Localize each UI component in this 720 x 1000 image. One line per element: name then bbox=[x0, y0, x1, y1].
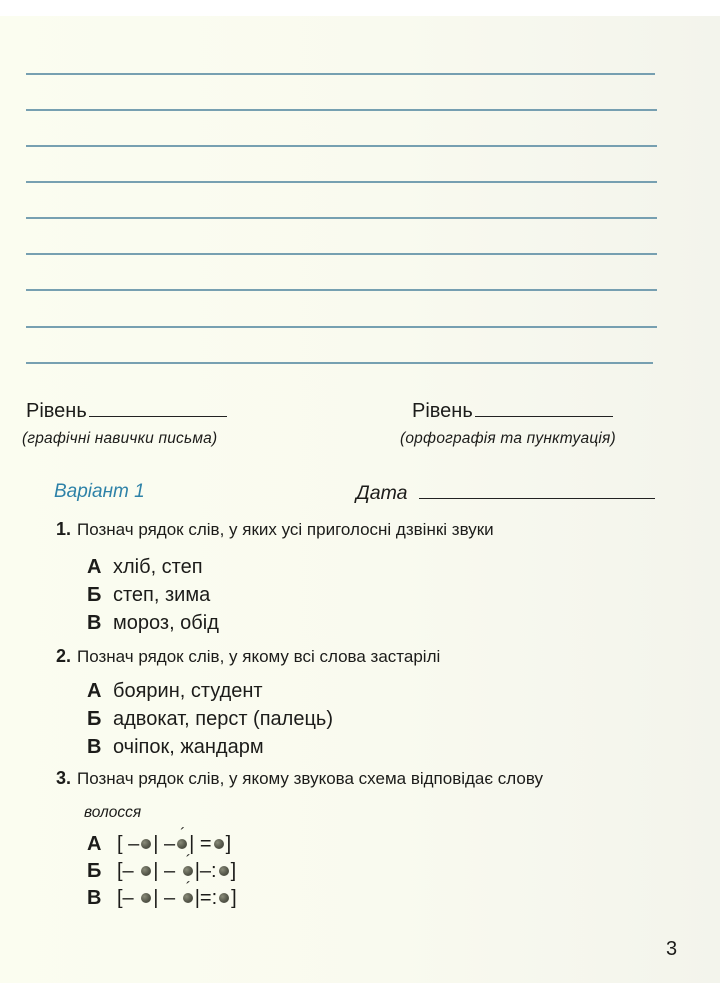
writing-line[interactable] bbox=[26, 362, 653, 364]
option-text: мороз, обід bbox=[113, 612, 219, 634]
scheme-separator: | – bbox=[153, 887, 181, 909]
level-label: Рівень bbox=[412, 400, 473, 422]
stressed-sound-dot-icon bbox=[183, 866, 193, 876]
option-3c[interactable] bbox=[87, 887, 237, 910]
stressed-sound-dot-icon bbox=[183, 893, 193, 903]
option-letter: А bbox=[87, 833, 102, 855]
option-letter: В bbox=[87, 887, 102, 909]
scheme-close: ] bbox=[225, 833, 232, 855]
option-letter: А bbox=[87, 680, 102, 702]
option-1c[interactable] bbox=[87, 612, 219, 635]
option-letter: Б bbox=[87, 708, 102, 730]
option-letter: Б bbox=[87, 860, 102, 882]
writing-line[interactable] bbox=[26, 109, 657, 111]
question-1 bbox=[56, 519, 494, 540]
writing-line[interactable] bbox=[26, 181, 657, 183]
option-text: хліб, степ bbox=[113, 556, 203, 578]
question-number: 3. bbox=[56, 768, 72, 788]
option-text: степ, зима bbox=[113, 584, 211, 606]
scheme-open: [ – bbox=[117, 833, 140, 855]
option-2a[interactable] bbox=[87, 680, 263, 703]
level-spelling-hint: (орфографія та пунктуація) bbox=[400, 430, 616, 447]
sound-dot-icon bbox=[141, 866, 151, 876]
question-3 bbox=[56, 768, 543, 789]
writing-line[interactable] bbox=[26, 73, 655, 75]
option-2b[interactable] bbox=[87, 708, 333, 731]
scheme-open: [– bbox=[117, 887, 140, 909]
option-3a[interactable] bbox=[87, 833, 231, 856]
stressed-sound-dot-icon bbox=[177, 839, 187, 849]
date-label: Дата bbox=[356, 482, 408, 504]
sound-dot-icon bbox=[141, 839, 151, 849]
sound-dot-icon bbox=[214, 839, 224, 849]
option-3b[interactable] bbox=[87, 860, 236, 883]
writing-line[interactable] bbox=[26, 253, 657, 255]
writing-line[interactable] bbox=[26, 217, 657, 219]
scheme-separator: | – bbox=[153, 833, 176, 855]
sound-dot-icon bbox=[219, 893, 229, 903]
option-letter: В bbox=[87, 612, 102, 634]
question-2 bbox=[56, 646, 440, 667]
option-letter: В bbox=[87, 736, 102, 758]
question-3-word: волосся bbox=[84, 804, 142, 821]
scheme-separator: | = bbox=[189, 833, 212, 855]
level-handwriting-hint: (графічні навички письма) bbox=[22, 430, 218, 447]
question-number: 2. bbox=[56, 646, 72, 666]
option-1a[interactable] bbox=[87, 556, 203, 579]
question-number: 1. bbox=[56, 519, 72, 539]
option-letter: А bbox=[87, 556, 102, 578]
option-text: боярин, студент bbox=[113, 680, 263, 702]
scheme-close: ] bbox=[231, 887, 237, 909]
scheme-separator: | – bbox=[153, 860, 181, 882]
question-text: Познач рядок слів, у яких усі приголосні дзвінкі звуки bbox=[77, 520, 494, 539]
option-1b[interactable] bbox=[87, 584, 210, 607]
writing-line[interactable] bbox=[26, 326, 657, 328]
option-text: очіпок, жандарм bbox=[113, 736, 264, 758]
writing-line[interactable] bbox=[26, 145, 657, 147]
page-number: 3 bbox=[666, 938, 678, 960]
writing-line[interactable] bbox=[26, 289, 657, 291]
level-handwriting bbox=[26, 398, 227, 423]
scheme-open: [– bbox=[117, 860, 140, 882]
variant-title: Варіант 1 bbox=[54, 481, 145, 502]
question-text: Познач рядок слів, у якому звукова схема відповідає слову bbox=[77, 769, 544, 788]
scheme-separator: |=: bbox=[194, 887, 218, 909]
question-text: Познач рядок слів, у якому всі слова застарілі bbox=[77, 647, 441, 666]
level-spelling-field[interactable] bbox=[475, 398, 613, 417]
level-handwriting-field[interactable] bbox=[89, 398, 227, 417]
sound-dot-icon bbox=[219, 866, 229, 876]
date-row bbox=[356, 480, 655, 505]
sound-dot-icon bbox=[141, 893, 151, 903]
option-letter: Б bbox=[87, 584, 102, 606]
level-spelling bbox=[412, 398, 613, 423]
scheme-separator: |–: bbox=[194, 860, 217, 882]
scheme-close: ] bbox=[230, 860, 237, 882]
level-label: Рівень bbox=[26, 400, 87, 422]
option-text: адвокат, перст (палець) bbox=[113, 708, 333, 730]
date-field[interactable] bbox=[419, 480, 655, 499]
option-2c[interactable] bbox=[87, 736, 264, 759]
